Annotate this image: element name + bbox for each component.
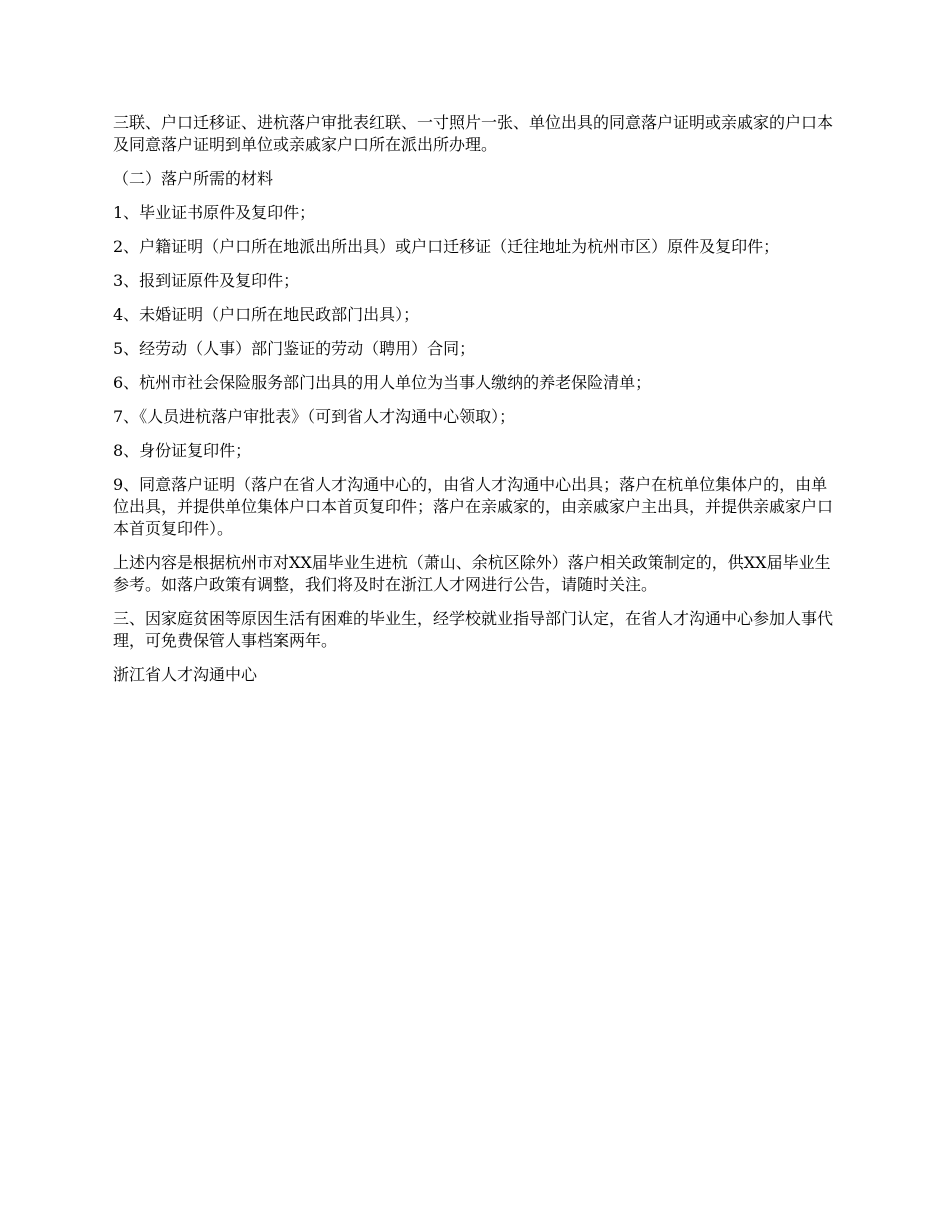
list-item-diploma: 1、毕业证书原件及复印件； (113, 203, 316, 222)
document-page (113, 112, 843, 698)
paragraph-continued-transfer-materials: 三联、户口迁移证、进杭落户审批表红联、一寸照片一张、单位出具的同意落户证明或亲戚家的户口本及同意落户证明到单位或亲戚家户口所在派出所办理。 (113, 113, 834, 154)
signature-organization: 浙江省人才沟通中心 (113, 665, 258, 684)
list-item-household-certificate: 2、户籍证明（户口所在地派出所出具）或户口迁移证（迁往地址为杭州市区）原件及复印件； (113, 237, 780, 256)
section-three-paragraph: 三、因家庭贫困等原因生活有困难的毕业生，经学校就业指导部门认定，在省人才沟通中心参加人事代理，可免费保管人事档案两年。 (113, 609, 834, 650)
list-item-registration-certificate: 3、报到证原件及复印件； (113, 271, 300, 290)
list-item-pension-insurance: 6、杭州市社会保险服务部门出具的用人单位为当事人缴纳的养老保险清单； (113, 373, 652, 392)
list-item-unmarried-certificate: 4、未婚证明（户口所在地民政部门出具）； (113, 305, 420, 324)
list-item-consent-certificate: 9、同意落户证明（落户在省人才沟通中心的，由省人才沟通中心出具；落户在杭单位集体户的，由单位出具，并提供单位集体户口本首页复印件；落户在亲戚家的，由亲戚家户主出具，并提供亲戚家户口本首页复印件）。 (113, 475, 834, 538)
section-heading-required-materials: （二）落户所需的材料 (113, 169, 274, 188)
policy-note-paragraph: 上述内容是根据杭州市对XX届毕业生进杭（萧山、余杭区除外）落户相关政策制定的，供XX届毕业生参考。如落户政策有调整，我们将及时在浙江人才网进行公告，请随时关注。 (113, 553, 831, 594)
list-item-id-copy: 8、身份证复印件； (113, 441, 252, 460)
list-item-approval-form: 7、《人员进杭落户审批表》（可到省人才沟通中心领取）； (113, 407, 516, 426)
list-item-labor-contract: 5、经劳动（人事）部门鉴证的劳动（聘用）合同； (113, 339, 476, 358)
